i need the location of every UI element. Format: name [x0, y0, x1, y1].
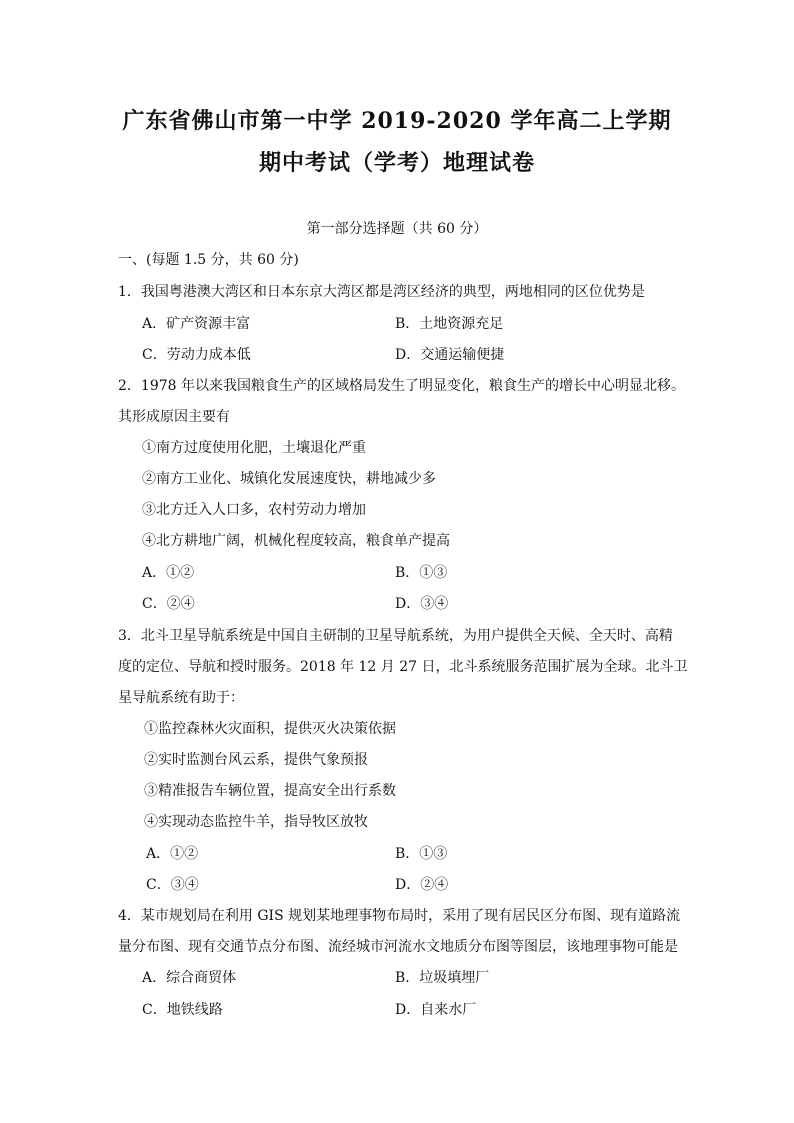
statement-4: ④北方耕地广阔，机械化程度较高，粮食单产提高	[142, 533, 450, 549]
question-stem-line: 4．某市规划局在利用 GIS 规划某地理事物布局时，采用了现有居民区分布图、现有道路流	[118, 908, 681, 924]
option-d: D．自来水厂	[395, 1002, 477, 1018]
option-a: A．矿产资源丰富	[142, 316, 251, 332]
statement-3: ③精准报告车辆位置，提高安全出行系数	[144, 783, 396, 799]
section-title: 第一部分选择题（共 60 分）	[306, 221, 488, 237]
question-stem-line: 量分布图、现有交通节点分布图、流经城市河流水文地质分布图等图层，该地理事物可能是	[118, 939, 678, 955]
question-stem-line: 度的定位、导航和授时服务。2018 年 12 月 27 日，北斗系统服务范围扩展为全球。北斗卫	[118, 659, 688, 675]
option-d: D．③④	[395, 596, 449, 612]
option-c: C．地铁线路	[142, 1002, 223, 1018]
question-stem-line: 2．1978 年以来我国粮食生产的区域格局发生了明显变化，粮食生产的增长中心明显北移。	[118, 378, 685, 394]
option-c: C．劳动力成本低	[142, 347, 251, 363]
option-c: C．②④	[142, 596, 195, 612]
statement-1: ①南方过度使用化肥，土壤退化严重	[142, 440, 366, 456]
exam-title-line-2: 期中考试（学考）地理试卷	[258, 150, 535, 176]
statement-2: ②南方工业化、城镇化发展速度快，耕地减少多	[142, 471, 436, 487]
question-stem-line: 其形成原因主要有	[118, 409, 230, 425]
statement-3: ③北方迁入人口多，农村劳动力增加	[142, 502, 366, 518]
option-b: B．①③	[395, 565, 448, 581]
question-stem-line: 3．北斗卫星导航系统是中国自主研制的卫星导航系统，为用户提供全天候、全天时、高精	[118, 628, 673, 644]
statement-1: ①监控森林火灾面积，提供灭火决策依据	[144, 721, 396, 737]
exam-title-line-1: 广东省佛山市第一中学 2019-2020 学年高二上学期	[122, 108, 672, 134]
question-stem-line: 星导航系统有助于：	[118, 690, 244, 706]
option-c: C．③④	[146, 877, 199, 893]
option-b: B．土地资源充足	[395, 316, 504, 332]
part-intro: 一、(每题 1.5 分，共 60 分)	[118, 252, 299, 268]
statement-2: ②实时监测台风云系，提供气象预报	[144, 752, 368, 768]
statement-4: ④实现动态监控牛羊，指导牧区放牧	[144, 814, 368, 830]
option-d: D．交通运输便捷	[395, 347, 505, 363]
option-b: B．①③	[395, 846, 448, 862]
option-a: A．①②	[146, 846, 199, 862]
option-d: D．②④	[395, 877, 449, 893]
option-a: A．综合商贸体	[142, 970, 237, 986]
question-stem-line: 1．我国粤港澳大湾区和日本东京大湾区都是湾区经济的典型，两地相同的区位优势是	[118, 284, 645, 300]
option-b: B．垃圾填埋厂	[395, 970, 490, 986]
option-a: A．①②	[142, 565, 195, 581]
